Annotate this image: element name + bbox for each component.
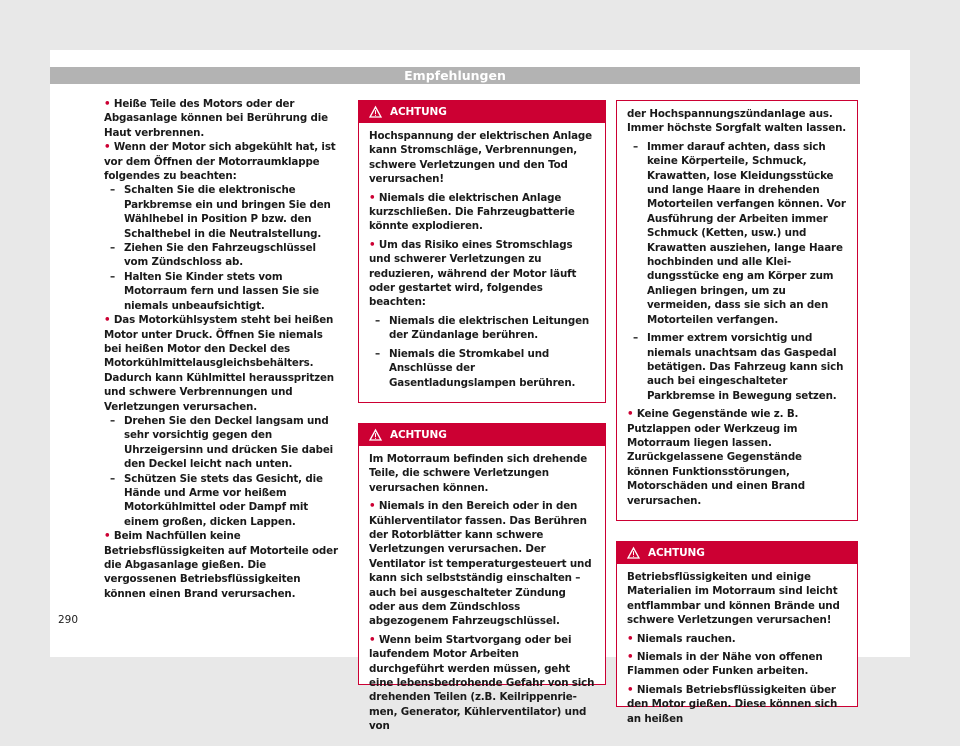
sub-list-item: – Immer darauf achten, dass sich keine Körperteile, Schmuck, Krawatten, lose Kleidungsstücke und lange Haare in drehenden Motorteilen verfangen können. Vor Ausführung der Arbeiten immer Schmuck (Ketten, usw.) und Krawatten ausziehen, lange Haare hochbinden und alle Kleidungsstücke eng am Körper zum Anliegen bringen, um zu vermeiden, dass sie sich an den Motorteilen verfangen. xyxy=(627,140,847,327)
list-item: • Niemals rauchen. xyxy=(627,632,847,646)
column-3 xyxy=(616,100,858,727)
warning-intro: Betriebsflüssigkeiten und einige Materialien im Motorraum sind leicht entflammbar und können Brände und schwere Verletzungen verursachen! xyxy=(627,570,840,627)
warning-triangle-icon xyxy=(369,429,382,441)
sub-list-item: – Schützen Sie stets das Gesicht, die Hände und Arme vor heißem Motorkühlmittel oder Dampf mit einem großen, dicken Lappen. xyxy=(104,472,340,530)
warning-box xyxy=(358,423,606,733)
sub-list-item: – Ziehen Sie den Fahrzeugschlüssel vom Zündschloss ab. xyxy=(104,241,340,270)
warning-heading: ACHTUNG xyxy=(648,546,705,559)
warning-triangle-icon xyxy=(369,106,382,118)
list-item: • Wenn der Motor sich abgekühlt hat, ist vor dem Öffnen der Motorraumklappe folgendes zu beachten: xyxy=(104,140,340,183)
sub-list-item: – Halten Sie Kinder stets vom Motorraum fern und lassen Sie sie niemals unbeaufsichtigt. xyxy=(104,270,340,313)
warning-box xyxy=(358,100,606,403)
warning-box-header xyxy=(359,101,605,123)
list-item: • Niemals Betriebsflüssigkeiten über den Motor gießen. Diese können sich an heißen xyxy=(627,683,847,726)
sub-list-item: – Schalten Sie die elektronische Parkbremse ein und bringen Sie den Wählhebel in Position P bzw. den Schalthebel in die Neutralstellung. xyxy=(104,183,340,241)
sub-list-item: – Niemals die Stromkabel und Anschlüsse der Gasentladungslampen berühren. xyxy=(369,347,595,390)
warning-heading: ACHTUNG xyxy=(390,105,447,118)
list-item: • Keine Gegenstände wie z. B. Putzlappen oder Werkzeug im Motorraum liegen lassen. Zurückgelassene Gegenstände können Funktionsstörungen, Motorschäden und einen Brand verursachen. xyxy=(627,407,847,508)
list-item: • Wenn beim Startvorgang oder bei laufendem Motor Arbeiten durchgeführt werden müssen, geht eine lebensbedrohende Gefahr von sich drehenden Teilen (z.B. Keilrippenriemen, Generator, Kühlerventilator) und von xyxy=(369,633,595,734)
warning-intro: Hochspannung der elektrischen Anlage kann Stromschläge, Verbrennungen, schwere Verletzungen und den Tod verursachen! xyxy=(369,130,592,186)
warning-box-continued xyxy=(616,100,858,521)
column-1 xyxy=(104,97,340,601)
page-number: 290 xyxy=(58,614,79,626)
list-item: • Das Motorkühlsystem steht bei heißen Motor unter Druck. Öffnen Sie niemals bei heißen Motor den Deckel des Motorkühlmittelausgleichsbehälters. Dadurch kann Kühlmittel herausspritzen und schwere Verbrennungen und Verletzungen verursachen. xyxy=(104,313,340,414)
warning-heading: ACHTUNG xyxy=(390,428,447,441)
warning-box-header xyxy=(617,542,857,564)
warning-continued-text: der Hochspannungszündanlage aus. Immer höchste Sorgfalt walten lassen. xyxy=(627,108,847,135)
sub-list-item: – Niemals die elektrischen Leitungen der Zündanlage berühren. xyxy=(369,314,595,343)
list-item: • Beim Nachfüllen keine Betriebsflüssigkeiten auf Motorteile oder die Abgasanlage gießen. Die vergossenen Betriebsflüssigkeiten können einen Brand verursachen. xyxy=(104,529,340,601)
page-title: Empfehlungen xyxy=(404,68,506,83)
warning-intro: Im Motorraum befinden sich drehende Teile, die schwere Verletzungen verursachen können. xyxy=(369,452,588,494)
warning-triangle-icon xyxy=(627,547,640,559)
list-item: • Niemals die elektrischen Anlage kurzschließen. Die Fahrzeugbatterie könnte explodieren. xyxy=(369,191,595,234)
column-2 xyxy=(358,100,606,733)
sub-list-item: – Drehen Sie den Deckel langsam und sehr vorsichtig gegen den Uhrzeigersinn und drücken Sie dabei den Deckel leicht nach unten. xyxy=(104,414,340,472)
list-item: • Niemals in den Bereich oder in den Kühlerventilator fassen. Das Berühren der Rotorblätter kann schwere Verletzungen verursachen. Der Ventilator ist temperaturgesteuert und kann sich selbstständig einschalten – auch bei ausgeschalteter Zündung oder aus dem Zündschloss abgezogenem Fahrzeugschlüssel. xyxy=(369,499,595,629)
warning-box xyxy=(616,541,858,725)
list-item: • Um das Risiko eines Stromschlags und schwerer Verletzungen zu reduzieren, während der Motor läuft oder gestartet wird, folgendes beachten: xyxy=(369,238,595,310)
list-item: • Niemals in der Nähe von offenen Flammen oder Funken arbeiten. xyxy=(627,650,847,679)
sub-list-item: – Immer extrem vorsichtig und niemals unachtsam das Gaspedal betätigen. Das Fahrzeug kann sich auch bei eingeschalteter Parkbremse in Bewegung setzen. xyxy=(627,331,847,403)
list-item: • Heiße Teile des Motors oder der Abgasanlage können bei Berührung die Haut verbrennen. xyxy=(104,97,340,140)
warning-box-header xyxy=(359,424,605,446)
